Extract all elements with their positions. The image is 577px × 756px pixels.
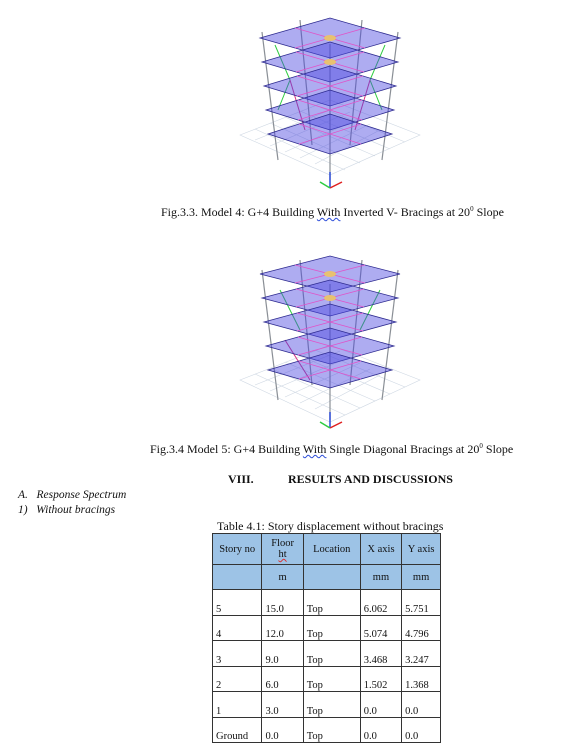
- cell-location: Top: [303, 692, 360, 718]
- caption-flagged-word: With: [316, 205, 341, 219]
- unit-cell: mm: [402, 565, 441, 590]
- cell-x: 0.0: [360, 717, 401, 743]
- cell-x: 6.062: [360, 590, 401, 616]
- header-floor-ht: [262, 534, 303, 565]
- header-floor-line1: Floor: [271, 538, 294, 549]
- caption-superscript: 0: [470, 205, 474, 213]
- cell-story: 2: [213, 666, 262, 692]
- unit-cell: [303, 565, 360, 590]
- figure-caption: [150, 442, 513, 457]
- caption-text: Fig.3.3. Model 4: G+4 Building: [161, 205, 317, 219]
- cell-floor-ht: 9.0: [262, 641, 303, 667]
- cell-x: 3.468: [360, 641, 401, 667]
- cell-y: 1.368: [402, 666, 441, 692]
- axis-triad: [320, 412, 342, 428]
- cell-y: 0.0: [402, 692, 441, 718]
- cell-story: 1: [213, 692, 262, 718]
- section-title: RESULTS AND DISCUSSIONS: [288, 472, 453, 486]
- subsection-heading: A. Response Spectrum: [18, 489, 127, 501]
- unit-cell: mm: [360, 565, 401, 590]
- cell-x: 5.074: [360, 615, 401, 641]
- cell-y: 3.247: [402, 641, 441, 667]
- cell-location: Top: [303, 717, 360, 743]
- cell-story: 5: [213, 590, 262, 616]
- cell-y: 5.751: [402, 590, 441, 616]
- subsubsection-heading: 1) Without bracings: [18, 504, 116, 516]
- header-y-axis: Y axis: [402, 534, 441, 565]
- cell-x: 0.0: [360, 692, 401, 718]
- table-row: [213, 590, 441, 616]
- table-row: [213, 717, 441, 743]
- cell-floor-ht: 6.0: [262, 666, 303, 692]
- figure-caption: [161, 205, 504, 220]
- cell-y: 4.796: [402, 615, 441, 641]
- figure-model-5-single-diagonal-bracing: [230, 250, 430, 440]
- cell-story: 4: [213, 615, 262, 641]
- cell-y: 0.0: [402, 717, 441, 743]
- caption-flagged-word: With: [302, 442, 327, 456]
- table-caption: Table 4.1: Story displacement without bracings: [217, 519, 444, 533]
- cell-location: Top: [303, 615, 360, 641]
- cell-floor-ht: 0.0: [262, 717, 303, 743]
- unit-cell: [213, 565, 262, 590]
- header-story-no: Story no: [213, 534, 262, 565]
- header-floor-line2: ht: [278, 549, 287, 560]
- table-units-row: [213, 565, 441, 590]
- table-header-row: [213, 534, 441, 565]
- header-x-axis: X axis: [360, 534, 401, 565]
- table-row: [213, 641, 441, 667]
- cell-story: 3: [213, 641, 262, 667]
- cell-location: Top: [303, 590, 360, 616]
- caption-text: Inverted V- Bracings at 20: [340, 205, 471, 219]
- cell-floor-ht: 12.0: [262, 615, 303, 641]
- caption-text: Fig.3.4 Model 5: G+4 Building: [150, 442, 303, 456]
- caption-text: Single Diagonal Bracings at 20: [326, 442, 480, 456]
- table-row: [213, 692, 441, 718]
- caption-text: Slope: [482, 442, 514, 456]
- caption-superscript: 0: [479, 442, 483, 450]
- table-row: [213, 666, 441, 692]
- cell-location: Top: [303, 666, 360, 692]
- section-number: VIII.: [228, 472, 254, 486]
- story-displacement-table: [212, 533, 441, 743]
- table-row: [213, 615, 441, 641]
- cell-floor-ht: 3.0: [262, 692, 303, 718]
- caption-text: Slope: [473, 205, 504, 219]
- cell-story: Ground: [213, 717, 262, 743]
- cell-floor-ht: 15.0: [262, 590, 303, 616]
- cell-location: Top: [303, 641, 360, 667]
- unit-cell: m: [262, 565, 303, 590]
- header-location: Location: [303, 534, 360, 565]
- figure-model-4-inverted-v-bracing: [230, 0, 430, 200]
- cell-x: 1.502: [360, 666, 401, 692]
